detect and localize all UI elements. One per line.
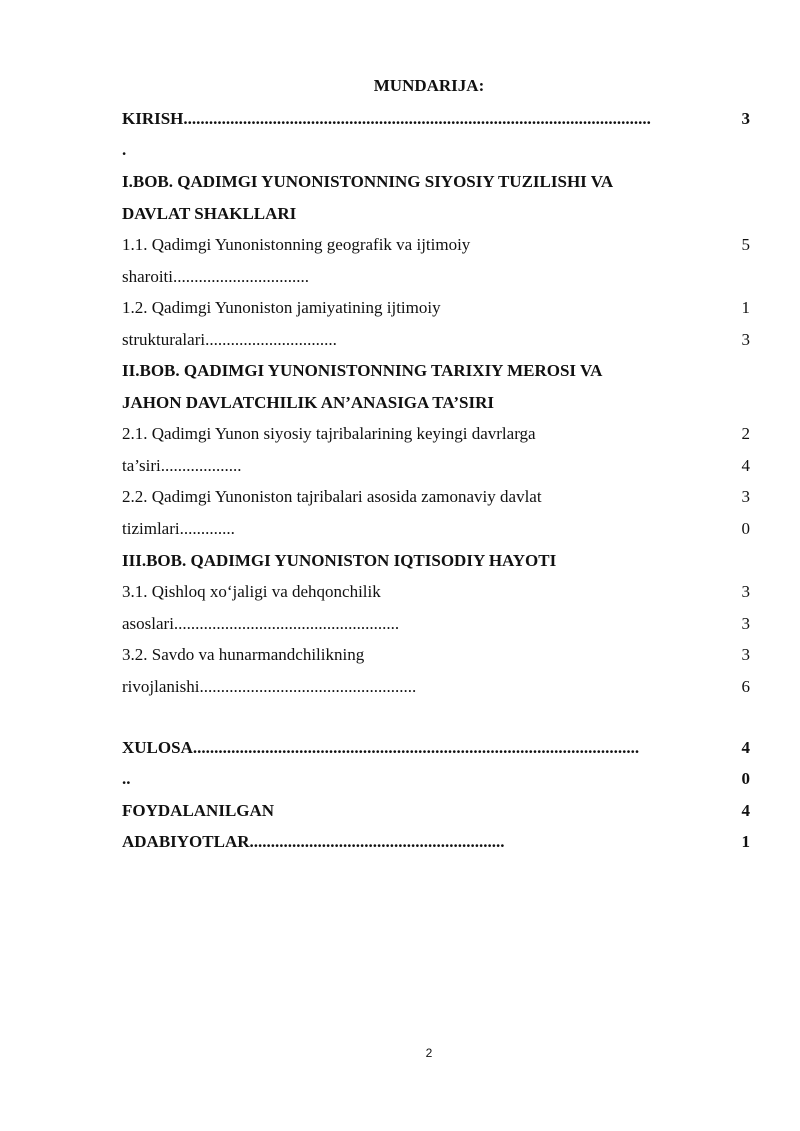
toc-line-text: 3.2. Savdo va hunarmandchilikning <box>122 645 365 664</box>
toc-line-text: .. <box>122 769 131 788</box>
toc-line-text: KIRISH.............................................................................................................. <box>122 109 651 128</box>
toc-line-text: 3.1. Qishloq xo‘jaligi va dehqonchilik <box>122 582 381 601</box>
toc-section-1-1 <box>122 229 750 260</box>
toc-section-2-2 <box>122 481 750 512</box>
toc-line-text: 1.1. Qadimgi Yunonistonning geografik va ijtimoiy <box>122 235 471 254</box>
toc-chapter-3-title <box>122 545 750 576</box>
toc-section-3-1 <box>122 576 750 607</box>
toc-line-text: DAVLAT SHAKLLARI <box>122 204 297 223</box>
toc-section-1-2 <box>122 292 750 323</box>
toc-line-kirish <box>122 103 750 134</box>
toc-line-text: ta’siri................... <box>122 456 242 475</box>
toc-page-number: 3 <box>741 645 750 664</box>
toc-page-number: 3 <box>741 330 750 349</box>
toc-page-number: 4 <box>741 738 750 757</box>
toc-page-number: 6 <box>741 677 750 696</box>
toc-line-text: II.BOB. QADIMGI YUNONISTONNING TARIXIY MEROSI VA <box>122 361 603 380</box>
toc-line-text: I.BOB. QADIMGI YUNONISTONNING SIYOSIY TUZILISHI VA <box>122 172 614 191</box>
toc-line-text: FOYDALANILGAN <box>122 801 275 820</box>
toc-section-3-2 <box>122 639 750 670</box>
toc-line-text: . <box>122 140 127 159</box>
toc-page-number: 1 <box>741 298 750 317</box>
toc-line-references-cont <box>122 826 750 857</box>
toc-section-1-1-cont <box>122 261 750 292</box>
toc-line-text: JAHON DAVLATCHILIK AN’ANASIGA TA’SIRI <box>122 393 495 412</box>
toc-chapter-2-title <box>122 355 750 386</box>
toc-line-text: tizimlari............. <box>122 519 235 538</box>
toc-chapter-2-title-cont <box>122 387 750 418</box>
toc-line-xulosa <box>122 732 750 763</box>
toc-chapter-1-title <box>122 166 750 197</box>
toc-page-number: 3 <box>741 487 750 506</box>
toc-line-text: sharoiti................................ <box>122 267 309 286</box>
toc-line-references <box>122 795 750 826</box>
toc-page-number: 1 <box>741 832 750 851</box>
toc-page-number: 3 <box>741 582 750 601</box>
toc-line-text: 1.2. Qadimgi Yunoniston jamiyatining ijtimoiy <box>122 298 441 317</box>
toc-section-2-1 <box>122 418 750 449</box>
toc-line-dot <box>122 134 750 165</box>
toc-line-text: 2.2. Qadimgi Yunoniston tajribalari asosida zamonaviy davlat <box>122 487 542 506</box>
toc-line-text: 2.1. Qadimgi Yunon siyosiy tajribalarining keyingi davrlarga <box>122 424 536 443</box>
toc-section-3-1-cont <box>122 608 750 639</box>
toc-section-1-2-cont <box>122 324 750 355</box>
toc-line-text: asoslari..................................................... <box>122 614 400 633</box>
toc-line-text: ADABIYOTLAR............................................................ <box>122 832 505 851</box>
toc-line-text: strukturalari............................... <box>122 330 337 349</box>
toc-page-number: 4 <box>741 456 750 475</box>
toc-section-3-2-cont <box>122 671 750 702</box>
toc-page-number: 3 <box>741 614 750 633</box>
toc-page-number: 5 <box>741 235 750 254</box>
toc-page-number: 3 <box>741 109 750 128</box>
toc-page-number: 0 <box>741 519 750 538</box>
toc-line-xulosa-cont <box>122 763 750 794</box>
toc-line-text: rivojlanishi................................................... <box>122 677 417 696</box>
toc-page-number: 2 <box>741 424 750 443</box>
toc-page-number: 4 <box>741 801 750 820</box>
page-number: 2 <box>425 1046 433 1060</box>
toc-section-2-1-cont <box>122 450 750 481</box>
toc-section-2-2-cont <box>122 513 750 544</box>
toc-line-text: III.BOB. QADIMGI YUNONISTON IQTISODIY HAYOTI <box>122 551 557 570</box>
toc-line-text: XULOSA......................................................................................................... <box>122 738 640 757</box>
toc-chapter-1-title-cont <box>122 198 750 229</box>
toc-title: MUNDARIJA: <box>373 76 485 95</box>
toc-page-number: 0 <box>741 769 750 788</box>
